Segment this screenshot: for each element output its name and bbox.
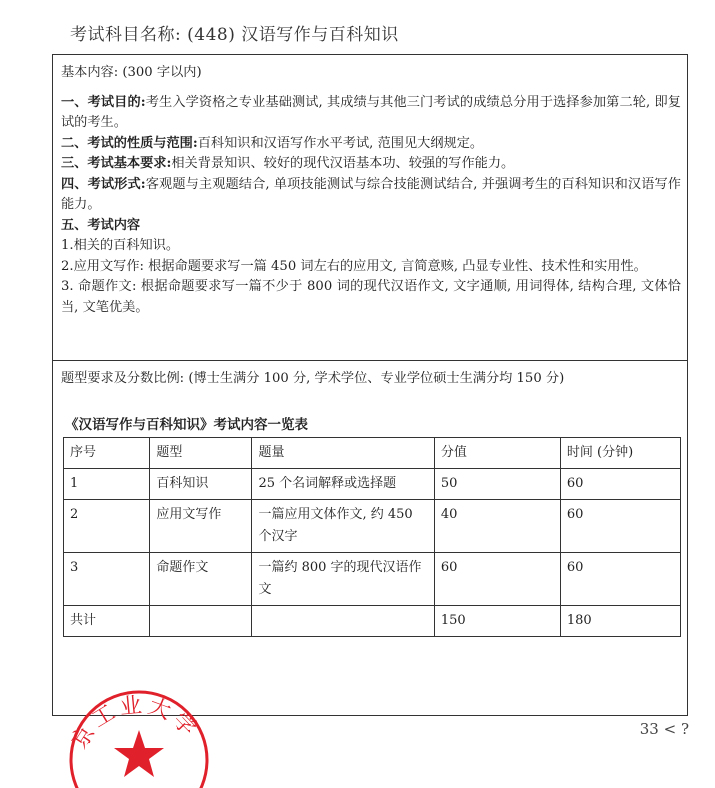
table-cell: 一篇应用文体作文, 约 450 个汉字 xyxy=(252,500,434,553)
table-cell: 应用文写作 xyxy=(150,500,252,553)
table-cell: 60 xyxy=(560,553,680,606)
item-scope: 二、考试的性质与范围:百科知识和汉语写作水平考试, 范围见大纲规定。 xyxy=(61,135,484,151)
table-cell: 命题作文 xyxy=(150,553,252,606)
table-cell: 60 xyxy=(434,553,560,606)
score-requirement: 题型要求及分数比例: (博士生满分 100 分, 学术学位、专业学位硕士生满分均 150 分) xyxy=(61,371,565,386)
item-format: 四、考试形式:客观题与主观题结合, 单项技能测试与综合技能测试结合, 并强调考生的百科知识和汉语写作能力。 xyxy=(61,176,681,212)
table-cell: 60 xyxy=(560,500,680,553)
table-cell: 2 xyxy=(64,500,150,553)
content-item-3: 3. 命题作文: 根据命题要求写一篇不少于 800 词的现代汉语作文, 文字通顺, 用词得体, 结构合理, 文体恰当, 文笔优美。 xyxy=(61,279,681,315)
item-content-head: 五、考试内容 xyxy=(61,217,141,233)
table-cell: 40 xyxy=(434,500,560,553)
item-purpose: 一、考试目的:考生入学资格之专业基础测试, 其成绩与其他三门考试的成绩总分用于选择参加第二轮, 即复试的考生。 xyxy=(61,94,681,130)
table-cell: 一篇约 800 字的现代汉语作文 xyxy=(252,553,434,606)
content-table xyxy=(63,437,681,637)
table-title: 《汉语写作与百科知识》考试内容一览表 xyxy=(65,417,308,433)
table-cell: 1 xyxy=(64,469,150,500)
table-cell: 3 xyxy=(64,553,150,606)
table-cell xyxy=(252,606,434,637)
header-cell: 分值 xyxy=(434,438,560,469)
page-title: 考试科目名称: (448) 汉语写作与百科知识 xyxy=(70,25,399,45)
content-item-1: 1.相关的百科知识。 xyxy=(61,238,180,253)
content-frame xyxy=(52,54,688,716)
header-cell: 题型 xyxy=(150,438,252,469)
table-cell: 180 xyxy=(560,606,680,637)
table-cell: 50 xyxy=(434,469,560,500)
table-cell: 25 个名词解释或选择题 xyxy=(252,469,434,500)
content-item-2: 2.应用文写作: 根据命题要求写一篇 450 词左右的应用文, 言简意赅, 凸显专业性、技术性和实用性。 xyxy=(61,258,647,274)
basic-content-label: 基本内容: (300 字以内) xyxy=(61,65,202,80)
table-cell: 60 xyxy=(560,469,680,500)
table-cell: 百科知识 xyxy=(150,469,252,500)
table-row xyxy=(64,553,681,606)
table-cell xyxy=(150,606,252,637)
table-row xyxy=(64,500,681,553)
table-cell: 150 xyxy=(434,606,560,637)
table-row xyxy=(64,469,681,500)
question-type-section xyxy=(53,361,687,715)
header-cell: 序号 xyxy=(64,438,150,469)
table-header-row xyxy=(64,438,681,469)
header-cell: 时间 (分钟) xyxy=(560,438,680,469)
basic-content-section xyxy=(53,55,687,361)
corner-handwritten-mark: 33 < ? xyxy=(639,720,689,738)
official-seal-icon xyxy=(64,678,214,788)
seal-text: 京工业大学 xyxy=(67,692,204,754)
item-requirements: 三、考试基本要求:相关背景知识、较好的现代汉语基本功、较强的写作能力。 xyxy=(61,156,515,171)
header-cell: 题量 xyxy=(252,438,434,469)
table-total-row xyxy=(64,606,681,637)
table-cell: 共计 xyxy=(64,606,150,637)
